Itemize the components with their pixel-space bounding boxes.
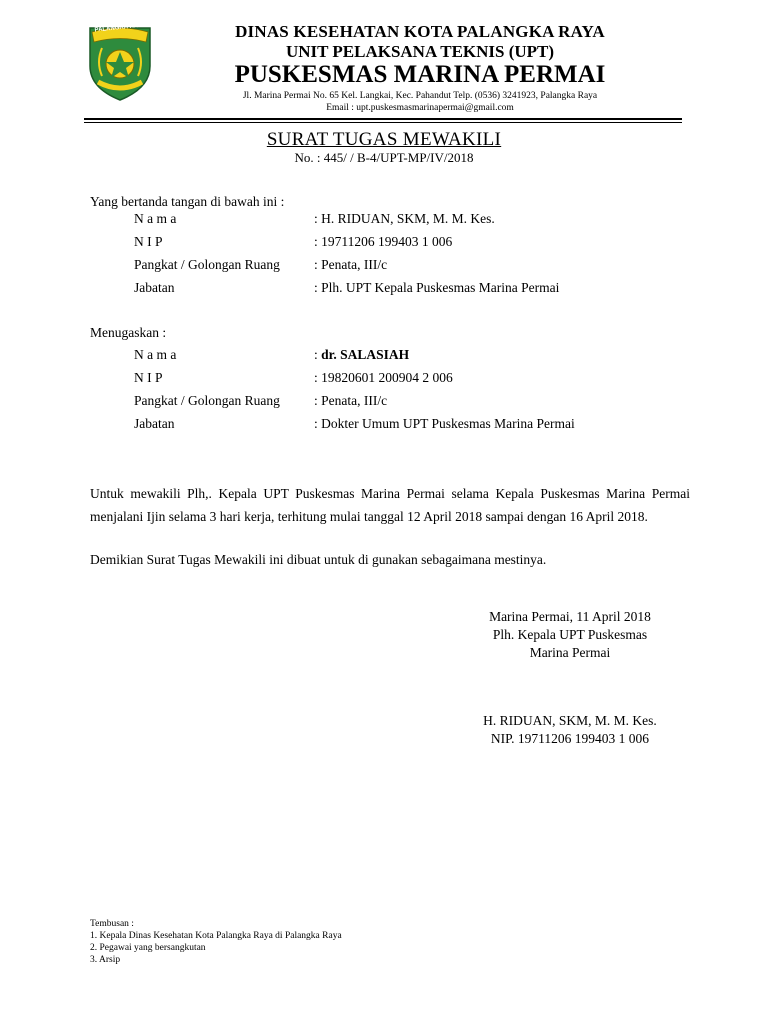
- closing-statement: Demikian Surat Tugas Mewakili ini dibuat untuk di gunakan sebagaimana mestinya.: [90, 552, 547, 567]
- assignee-name: dr. SALASIAH: [321, 347, 410, 362]
- signer-name-label: N a m a: [134, 211, 177, 226]
- assignee-name-colon: :: [314, 347, 322, 362]
- assignee-position-value: : Dokter Umum UPT Puskesmas Marina Permai: [314, 416, 575, 431]
- assignee-name-value: [314, 347, 409, 363]
- assignee-name-label: N a m a: [134, 347, 177, 362]
- assignee-nip-value: : 19820601 200904 2 006: [314, 370, 453, 385]
- institution-name: PUSKESMAS MARINA PERMAI: [234, 61, 606, 88]
- assignee-rank-value: : Penata, III/c: [314, 393, 388, 408]
- unit-name: UNIT PELAKSANA TEKNIS (UPT): [285, 42, 555, 61]
- signer-nip-label: N I P: [134, 234, 163, 249]
- logo-text: PALANGKA RAYA: [94, 22, 146, 34]
- signer-intro: Yang bertanda tangan di bawah ini :: [90, 194, 285, 209]
- city-emblem-logo: [84, 22, 156, 102]
- cc-item: 3. Arsip: [90, 955, 121, 965]
- signer-position-value: : Plh. UPT Kepala Puskesmas Marina Permai: [314, 280, 560, 295]
- signer-position-line2: Marina Permai: [529, 645, 611, 660]
- assignment-paragraph: Untuk mewakili Plh,. Kepala UPT Puskesmas Marina Permai selama Kepala Puskesmas Marina Permai menjalani Ijin selama 3 hari kerja, terhitung mulai tanggal 12 April 2018 sampai dengan 16 April 2018.: [90, 486, 690, 524]
- assignee-intro: Menugaskan :: [90, 325, 167, 340]
- letter-title: SURAT TUGAS MEWAKILI: [266, 129, 502, 150]
- assignee-rank-label: Pangkat / Golongan Ruang: [134, 393, 280, 408]
- address-line: Jl. Marina Permai No. 65 Kel. Langkai, Kec. Pahandut Telp. (0536) 3241923, Palangka Raya: [242, 91, 598, 101]
- email-line: Email : upt.puskesmasmarinapermai@gmail.com: [326, 103, 514, 113]
- header-divider: [84, 118, 682, 120]
- signer-rank-value: : Penata, III/c: [314, 257, 388, 272]
- cc-item: 1. Kepala Dinas Kesehatan Kota Palangka Raya di Palangka Raya: [90, 931, 342, 941]
- agency-name: DINAS KESEHATAN KOTA PALANGKA RAYA: [235, 22, 605, 41]
- cc-heading: Tembusan :: [90, 919, 134, 929]
- cc-item: 2. Pegawai yang bersangkutan: [90, 943, 206, 953]
- assignee-nip-label: N I P: [134, 370, 163, 385]
- signer-nip-value: : 19711206 199403 1 006: [314, 234, 453, 249]
- place-date: Marina Permai, 11 April 2018: [489, 609, 651, 624]
- signer-nip: NIP. 19711206 199403 1 006: [490, 731, 650, 746]
- signer-name: H. RIDUAN, SKM, M. M. Kes.: [483, 713, 657, 728]
- assignee-position-label: Jabatan: [134, 416, 175, 431]
- signer-rank-label: Pangkat / Golongan Ruang: [134, 257, 280, 272]
- letter-number: No. : 445/ / B-4/UPT-MP/IV/2018: [294, 150, 474, 165]
- signer-name-value: : H. RIDUAN, SKM, M. M. Kes.: [314, 211, 495, 226]
- signer-position-line1: Plh. Kepala UPT Puskesmas: [492, 627, 648, 642]
- signer-position-label: Jabatan: [134, 280, 175, 295]
- header-divider-thin: [84, 122, 682, 123]
